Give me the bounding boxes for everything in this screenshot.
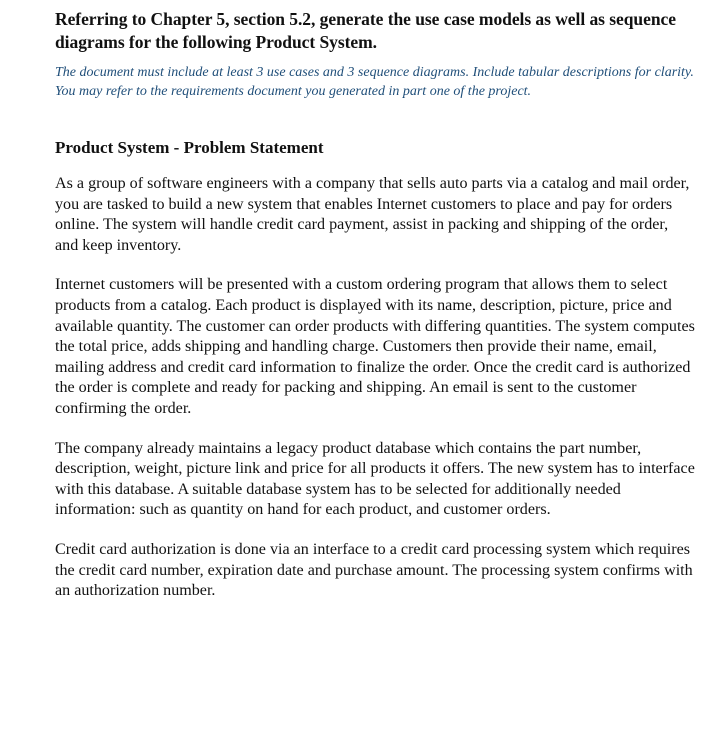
problem-paragraph: Internet customers will be presented with a custom ordering program that allows them to select products from a catalog. Each product is displayed with its name, description, picture, price and available quantity. The customer can order products with differing quantities. The system computes the total price, adds shipping and handling charge. Customers then provide their name, email, mailing address and credit card information to finalize the order. Once the credit card is authorized the order is complete and ready for packing and shipping. An email is sent to the customer confirming the order. — [55, 276, 695, 417]
assignment-heading: Referring to Chapter 5, section 5.2, generate the use case models as well as sequence diagrams for the following Product System. — [55, 9, 676, 52]
problem-paragraph: The company already maintains a legacy product database which contains the part number, description, weight, picture link and price for all products it offers. The new system has to interface with this database. A suitable database system has to be selected for additionally needed information: such as quantity on hand for each product, and customer orders. — [55, 439, 695, 519]
assignment-note: The document must include at least 3 use cases and 3 sequence diagrams. Include tabular descriptions for clarity. You may refer to the requirements document you generated in part one of the project. — [55, 65, 694, 99]
problem-paragraph: As a group of software engineers with a company that sells auto parts via a catalog and mail order, you are tasked to build a new system that enables Internet customers to place and pay for orders online. The system will handle credit card payment, assist in packing and shipping of the order, and keep inventory. — [55, 175, 690, 254]
problem-paragraph: Credit card authorization is done via an interface to a credit card processing system which requires the credit card number, expiration date and purchase amount. The processing system confirms with an authorization number. — [55, 540, 693, 600]
problem-statement-title: Product System - Problem Statement — [55, 138, 324, 157]
document-page — [55, 8, 695, 602]
